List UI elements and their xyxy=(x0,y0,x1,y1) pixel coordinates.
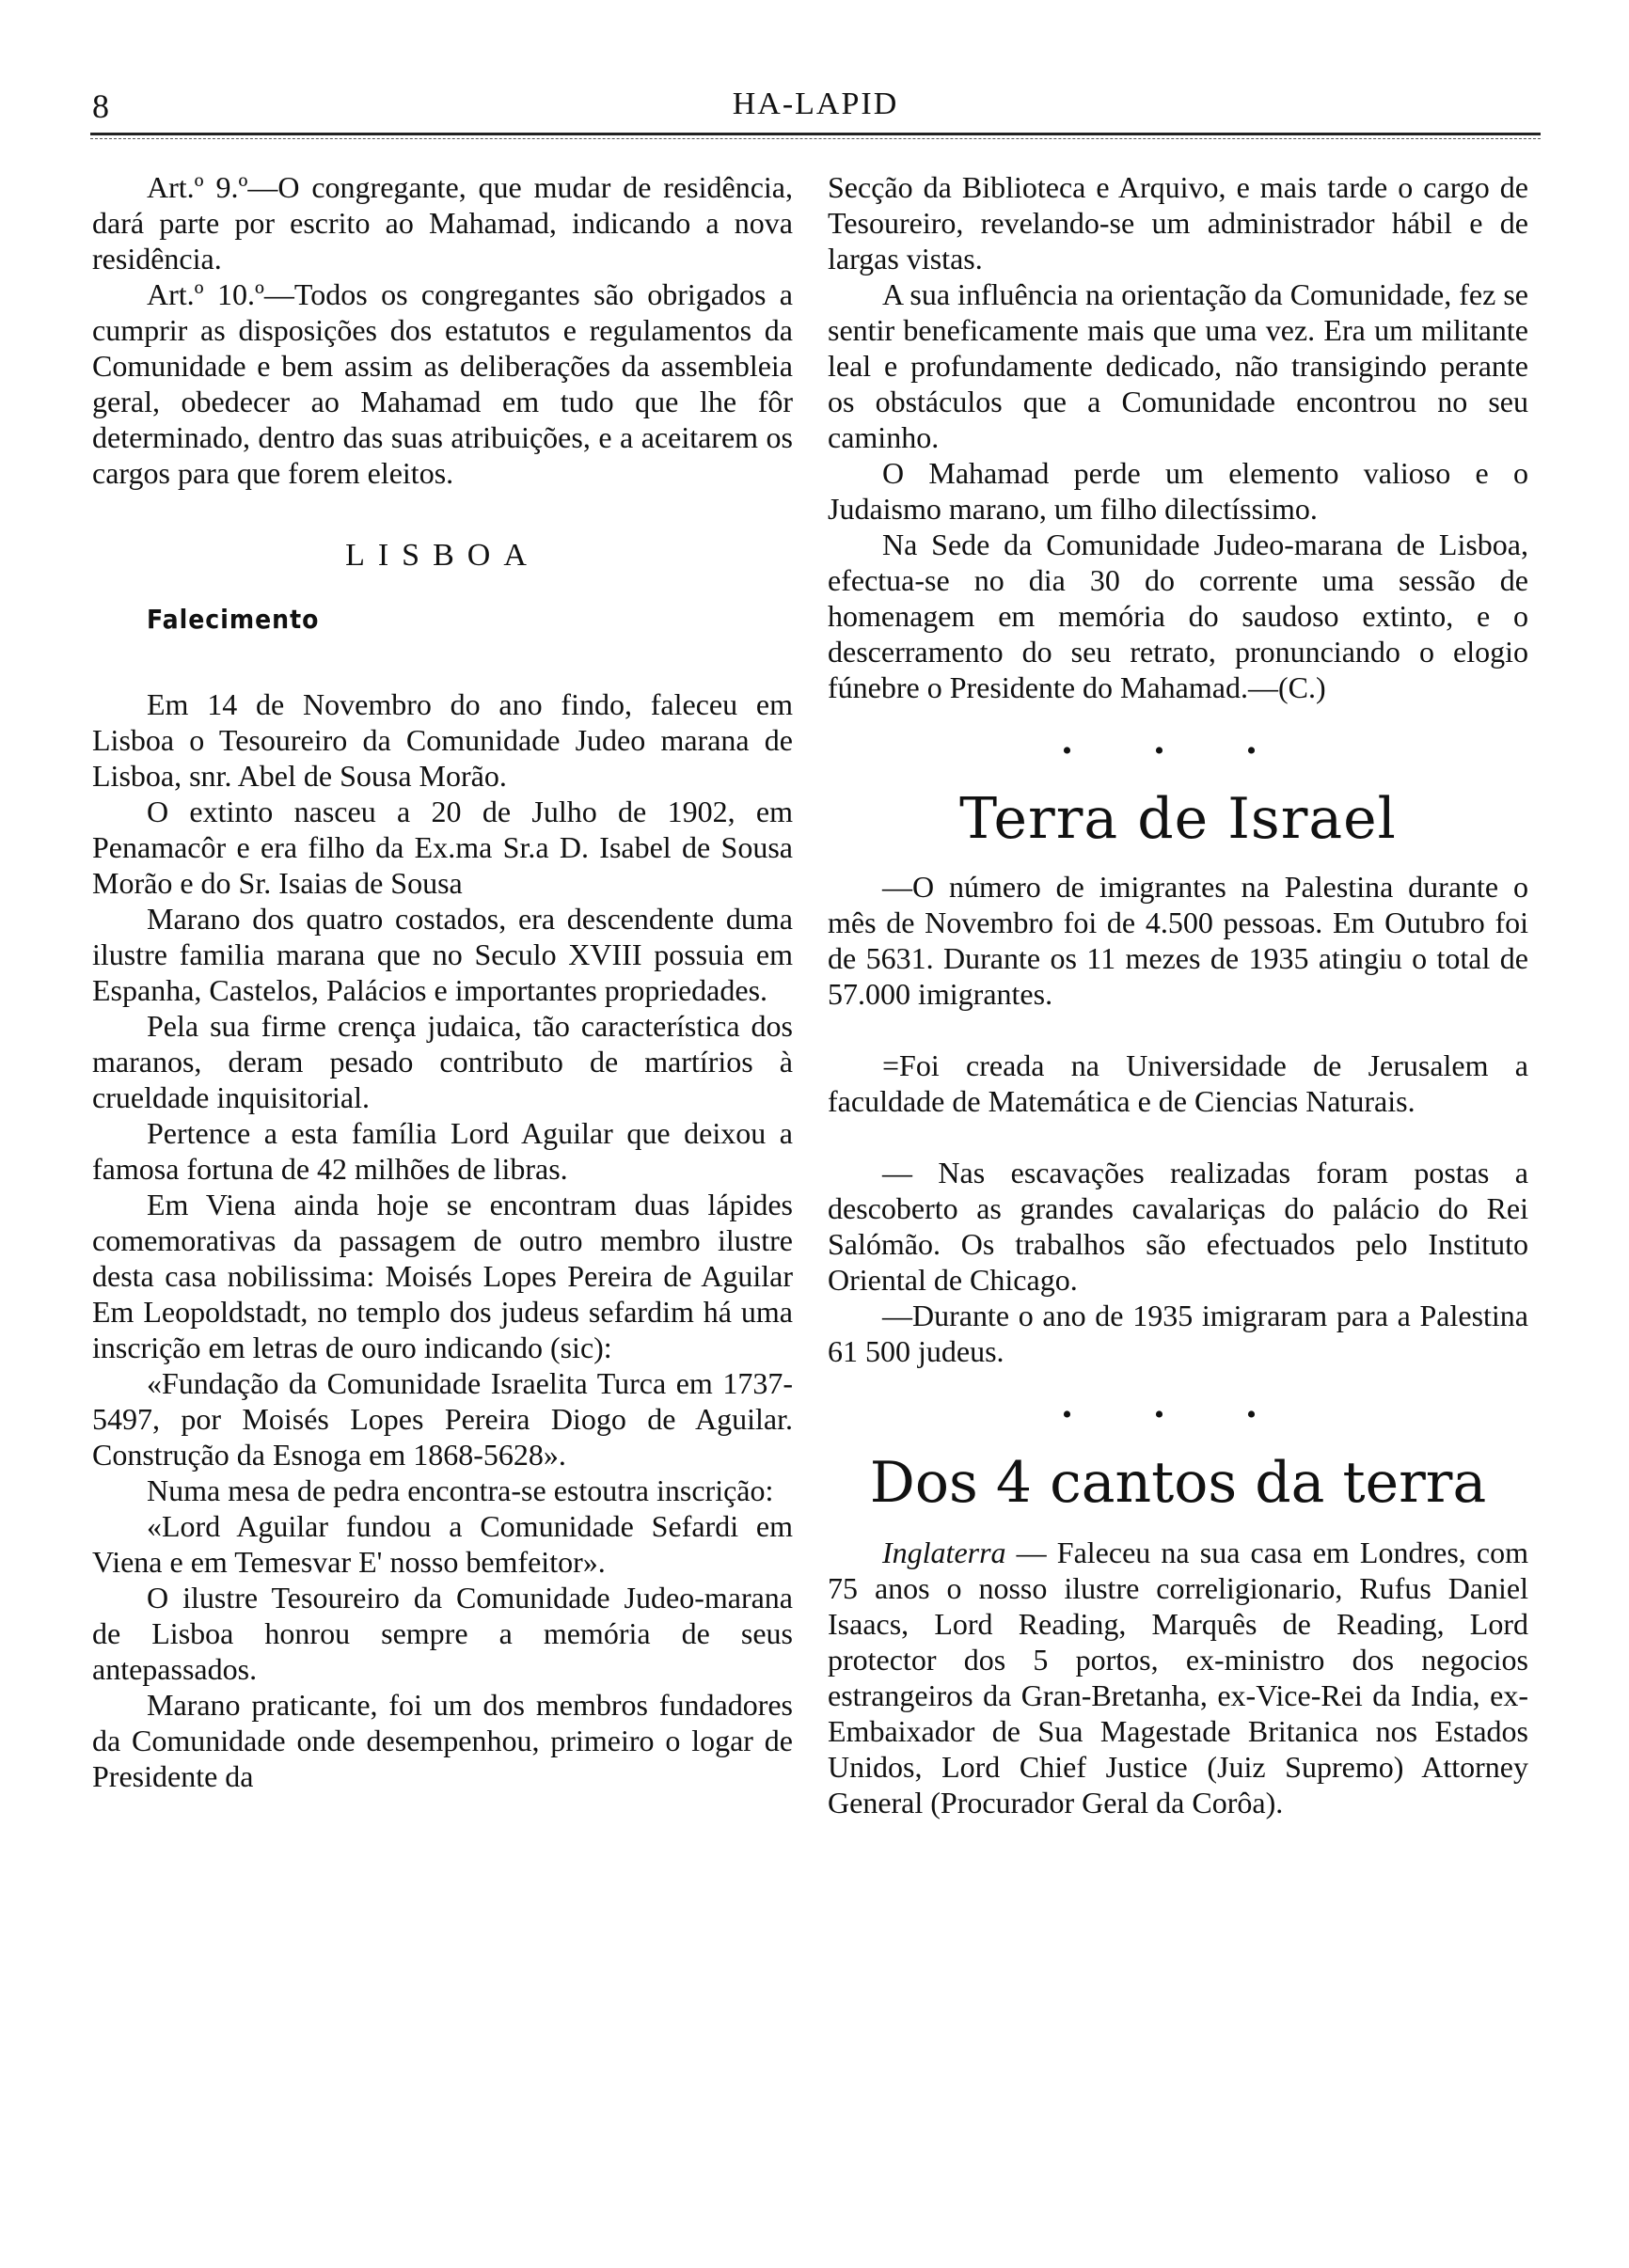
news-item: —O número de imigrantes na Palestina durante o mês de Novembro foi de 4.500 pessoas. Em Outubro foi de 5631. Durante os 11 mezes de 1935 atingiu o total de 57.000 imigrantes. xyxy=(828,870,1528,1011)
article-paragraph: A sua influência na orientação da Comunidade, fez se sentir beneficamente mais que uma vez. Era um militante leal e profundamente dedicado, não transigindo perante os obstáculos que a Comunidade encontrou no seu caminho. xyxy=(828,277,1528,454)
section-title-terra-de-israel: Terra de Israel xyxy=(959,786,1397,852)
header-rule-secondary xyxy=(90,138,1541,139)
article-paragraph: Em 14 de Novembro do ano findo, faleceu em Lisboa o Tesoureiro da Comunidade Judeo marana de Lisboa, snr. Abel de Sousa Morão. xyxy=(92,687,793,793)
article-paragraph: «Lord Aguilar fundou a Comunidade Sefardi em Viena e em Temesvar E' nosso bemfeitor». xyxy=(92,1509,793,1579)
news-item: =Foi creada na Universidade de Jerusalem a faculdade de Matemática e de Ciencias Naturais. xyxy=(828,1048,1528,1118)
article-paragraph: Na Sede da Comunidade Judeo-marana de Lisboa, efectua-se no dia 30 do corrente uma sessão de homenagem em memória do saudoso extinto, e o descerramento do seu retrato, pronunciando o elogio fúnebre o Presidente do Mahamad.—(C.) xyxy=(828,528,1528,704)
section-title-dos-4-cantos: Dos 4 cantos da terra xyxy=(869,1450,1487,1516)
article-paragraph: Marano praticante, foi um dos membros fundadores da Comunidade onde desempenhou, primeiro o logar de Presidente da xyxy=(92,1688,793,1793)
section-separator-dots: • • • xyxy=(1062,735,1294,766)
section-separator-dots: • • • xyxy=(1062,1399,1294,1430)
article-paragraph: Em Viena ainda hoje se encontram duas lápides comemorativas da passagem de outro membro ilustre desta casa nobilissima: Moisés Lopes Pereira de Aguilar Em Leopoldstadt, no templo dos judeus sefardim há uma inscrição em letras de ouro indicando (sic): xyxy=(92,1188,793,1364)
article-paragraph: Art.º 10.º—Todos os congregantes são obrigados a cumprir as disposições dos estatutos e regulamentos da Comunidade e bem assim as deliberações da assembleia geral, obedecer ao Mahamad em tudo que lhe fôr determinado, dentro das suas atribuições, e a aceitarem os cargos para que forem eleitos. xyxy=(92,277,793,490)
article-paragraph: Art.º 9.º—O congregante, que mudar de residência, dará parte por escrito ao Mahamad, indicando a nova residência. xyxy=(92,170,793,276)
country-label: Inglaterra xyxy=(882,1536,1006,1569)
news-item-inglaterra xyxy=(828,1535,1528,1820)
section-heading-lisboa: LISBOA xyxy=(345,538,540,573)
header-rule xyxy=(90,133,1541,135)
page-number: 8 xyxy=(92,87,109,125)
article-paragraph: Pela sua firme crença judaica, tão característica dos maranos, deram pesado contributo de martírios à crueldade inquisitorial. xyxy=(92,1009,793,1114)
article-paragraph: Pertence a esta família Lord Aguilar que deixou a famosa fortuna de 42 milhões de libras. xyxy=(92,1116,793,1186)
publication-title: HA-LAPID xyxy=(732,87,899,121)
article-paragraph: O extinto nasceu a 20 de Julho de 1902, em Penamacôr e era filho da Ex.ma Sr.a D. Isabel de Sousa Morão e do Sr. Isaias de Sousa xyxy=(92,795,793,900)
news-item: — Nas escavações realizadas foram postas a descoberto as grandes cavalariças do palácio do Rei Salómão. Os trabalhos são efectuados pelo Instituto Oriental de Chicago. xyxy=(828,1156,1528,1297)
article-paragraph: O ilustre Tesoureiro da Comunidade Judeo-marana de Lisboa honrou sempre a memória de seus antepassados. xyxy=(92,1581,793,1686)
news-item-text: — Faleceu na sua casa em Londres, com 75 anos o nosso ilustre correligionario, Rufus Daniel Isaacs, Lord Reading, Marquês de Reading, Lord protector dos 5 portos, ex-ministro dos negocios estrangeiros da Gran-Bretanha, ex-Vice-Rei da India, ex-Embaixador de Sua Magestade Britanica nos Estados Unidos, Lord Chief Justice (Juiz Supremo) Attorney General (Procurador Geral da Corôa). xyxy=(828,1536,1528,1819)
article-paragraph: O Mahamad perde um elemento valioso e o Judaismo marano, um filho dilectíssimo. xyxy=(828,456,1528,526)
subheading-falecimento: Falecimento xyxy=(147,604,320,635)
article-paragraph: Marano dos quatro costados, era descendente duma ilustre familia marana que no Seculo XVIII possuia em Espanha, Castelos, Palácios e importantes propriedades. xyxy=(92,902,793,1007)
left-column xyxy=(92,169,793,1794)
article-paragraph: Numa mesa de pedra encontra-se estoutra inscrição: xyxy=(147,1473,774,1507)
article-paragraph: «Fundação da Comunidade Israelita Turca em 1737-5497, por Moisés Lopes Pereira Diogo de Aguilar. Construção da Esnoga em 1868-5628». xyxy=(92,1366,793,1472)
right-column xyxy=(828,169,1528,1820)
page-header xyxy=(92,87,1539,134)
article-paragraph: Secção da Biblioteca e Arquivo, e mais tarde o cargo de Tesoureiro, revelando-se um administrador hábil e de largas vistas. xyxy=(828,170,1528,276)
news-item: —Durante o ano de 1935 imigraram para a Palestina 61 500 judeus. xyxy=(828,1299,1528,1368)
